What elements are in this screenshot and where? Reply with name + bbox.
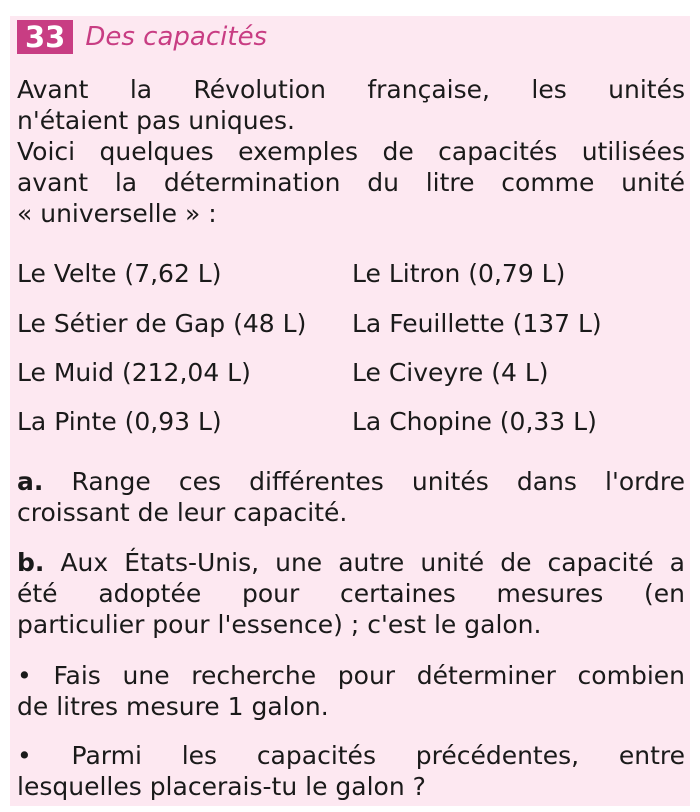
question-b-line-3: particulier pour l'essence) ; c'est le galon. [17,610,542,639]
unit-item: La Chopine (0,33 L) [352,407,597,436]
intro-paragraph [17,74,685,229]
question-a-line-2: croissant de leur capacité. [17,498,348,527]
bullet-2-line-1: • Parmi les capacités précédentes, entre [17,741,685,770]
bullet-1-line-1: • Fais une recherche pour déterminer combien [17,661,685,690]
exercise-number-badge: 33 [17,20,73,54]
intro-line-3: Voici quelques exemples de capacités utilisées [17,137,685,166]
unit-item: Le Muid (212,04 L) [17,358,251,387]
question-b-label: b. [17,548,45,577]
intro-line-2: n'étaient pas uniques. [17,106,296,135]
intro-line-5: « universelle » : [17,199,217,228]
exercise-title: Des capacités [85,22,268,52]
unit-item: Le Velte (7,62 L) [17,259,222,288]
intro-line-4: avant la détermination du litre comme unité [17,168,685,197]
bullet-placement [17,740,685,802]
question-b [17,547,685,640]
question-a-line-1: Range ces différentes unités dans l'ordre [71,467,685,496]
bullet-research [17,660,685,722]
bullet-1-line-2: de litres mesure 1 galon. [17,692,329,721]
unit-item: Le Litron (0,79 L) [352,259,566,288]
intro-line-1: Avant la Révolution française, les unités [17,75,685,104]
bullet-2-line-2: lesquelles placerais-tu le galon ? [17,772,426,801]
question-a-label: a. [17,467,44,496]
unit-item: La Feuillette (137 L) [352,309,602,338]
question-a [17,466,685,528]
unit-item: La Pinte (0,93 L) [17,407,222,436]
question-b-line-1: Aux États-Unis, une autre unité de capacité a [60,548,685,577]
unit-item: Le Sétier de Gap (48 L) [17,309,307,338]
exercise-header [17,20,267,54]
question-b-line-2: été adoptée pour certaines mesures (en [17,579,685,608]
unit-item: Le Civeyre (4 L) [352,358,549,387]
